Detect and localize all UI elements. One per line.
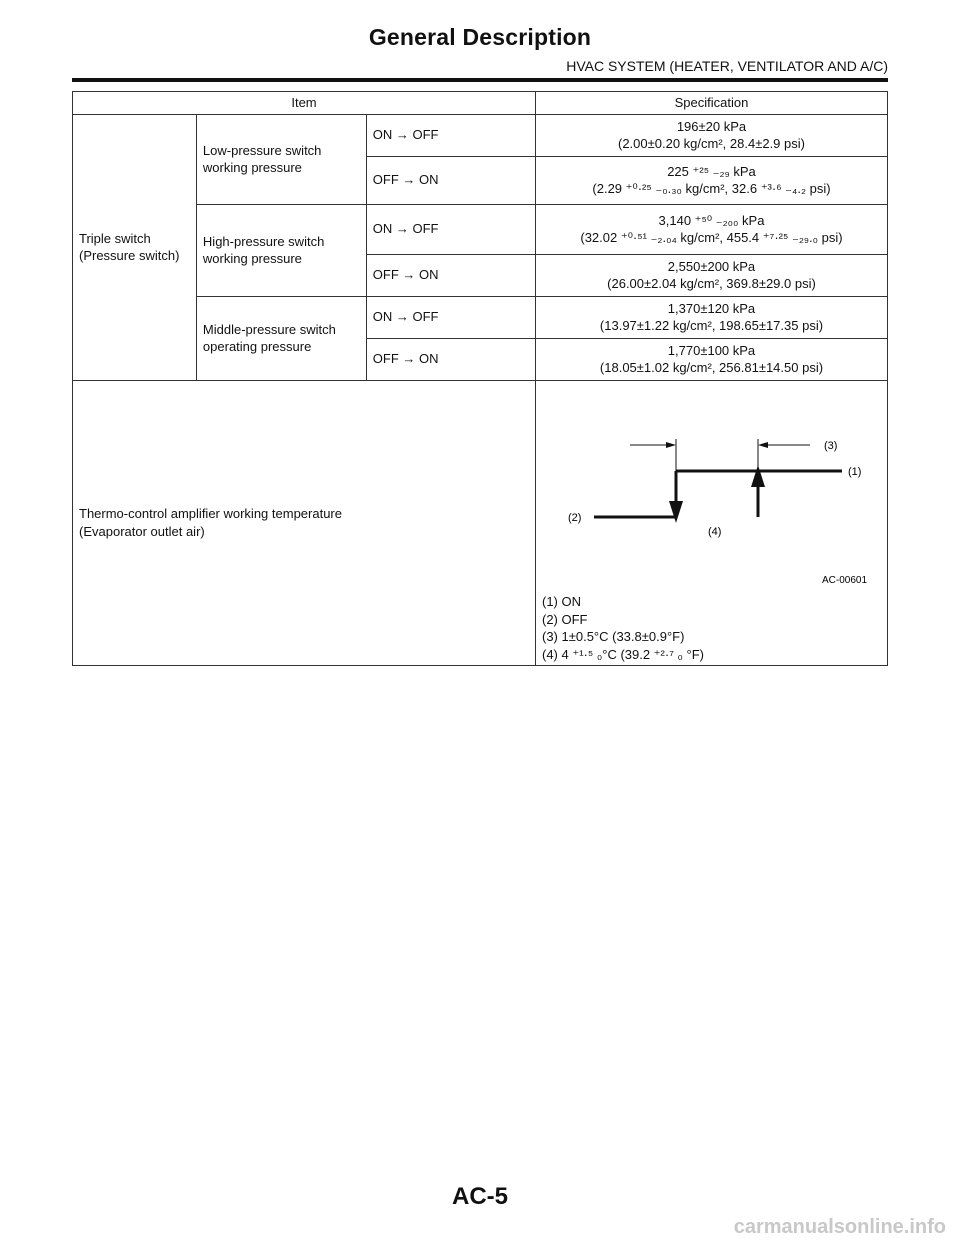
label-1: (1) — [847, 465, 862, 478]
legend-item: (1) ON — [541, 594, 581, 610]
condition-cell: OFF → ON — [366, 254, 535, 296]
condition-cell: OFF → ON — [366, 156, 535, 204]
thermo-control-label: Thermo-control amplifier working temperature (Evaporator outlet air) — [73, 380, 536, 666]
down-arrow-icon — [669, 501, 683, 523]
watermark: carmanualsonline.info — [733, 1216, 946, 1238]
condition-cell: ON → OFF — [366, 296, 535, 338]
condition-cell: ON → OFF — [366, 204, 535, 254]
table-row — [73, 114, 888, 156]
col-header-specification: Specification — [535, 92, 887, 115]
figure-code: AC-00601 — [821, 574, 868, 586]
label-3: (3) — [823, 439, 838, 452]
section-subtitle: HVAC SYSTEM (HEATER, VENTILATOR AND A/C) — [566, 58, 888, 74]
spec-value-cell: 3,140 ⁺⁵⁰ ₋₂₀₀ kPa (32.02 ⁺⁰·⁵¹ ₋₂.₀₄ kg/cm², 455.4 ⁺⁷·²⁵ ₋₂₉.₀ psi) — [535, 204, 887, 254]
thermo-diagram-cell — [535, 380, 887, 666]
condition-cell: OFF → ON — [366, 338, 535, 380]
col-header-item: Item — [73, 92, 536, 115]
page-title: General Description — [368, 24, 592, 50]
spec-value-cell: 1,770±100 kPa (18.05±1.02 kg/cm², 256.81±14.50 psi) — [535, 338, 887, 380]
specification-table — [72, 91, 888, 666]
spec-value-cell: 1,370±120 kPa (13.97±1.22 kg/cm², 198.65±17.35 psi) — [535, 296, 887, 338]
triple-switch-label: Triple switch (Pressure switch) — [73, 114, 197, 380]
middle-pressure-label: Middle-pressure switch operating pressure — [196, 296, 366, 380]
legend-item: (2) OFF — [541, 611, 588, 627]
page-number: AC-5 — [451, 1183, 508, 1210]
label-4: (4) — [707, 525, 722, 538]
up-arrow-icon — [751, 465, 765, 487]
spec-value-cell: 2,550±200 kPa (26.00±2.04 kg/cm², 369.8±29.0 psi) — [535, 254, 887, 296]
high-pressure-label: High-pressure switch working pressure — [196, 204, 366, 296]
header-divider — [72, 78, 888, 82]
dim-arrow-left-icon — [758, 442, 768, 448]
diagram-legend — [542, 593, 881, 663]
label-2: (2) — [567, 511, 582, 524]
table-header-row — [73, 92, 888, 115]
spec-value-cell: 196±20 kPa (2.00±0.20 kg/cm², 28.4±2.9 psi) — [535, 114, 887, 156]
low-pressure-label: Low-pressure switch working pressure — [196, 114, 366, 204]
legend-item: (3) 1±0.5°C (33.8±0.9°F) — [541, 629, 685, 645]
condition-cell: ON → OFF — [366, 114, 535, 156]
legend-item: (4) 4 ⁺¹·⁵ ₀°C (39.2 ⁺²·⁷ ₀ °F) — [541, 646, 704, 662]
table-row — [73, 380, 888, 666]
hysteresis-diagram — [542, 383, 878, 589]
dim-arrow-right-icon — [666, 442, 676, 448]
spec-value-cell: 225 ⁺²⁵ ₋₂₉ kPa (2.29 ⁺⁰·²⁵ ₋₀.₃₀ kg/cm², 32.6 ⁺³·⁶ ₋₄.₂ psi) — [535, 156, 887, 204]
